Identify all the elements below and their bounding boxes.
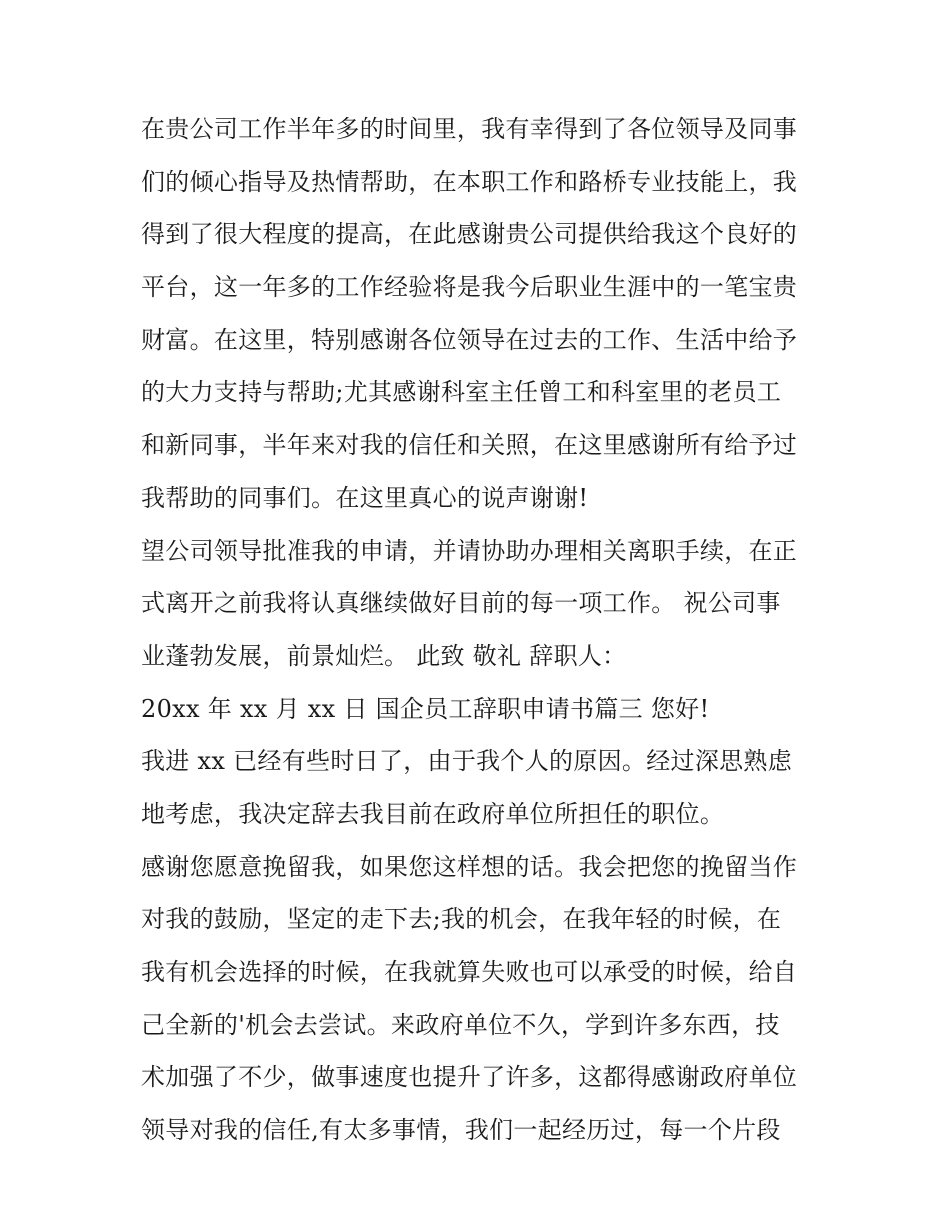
text-line: 得到了很大程度的提高，在此感谢贵公司提供给我这个良好的 bbox=[141, 220, 798, 249]
text-line: 领导对我的信任,有太多事情，我们一起经历过，每一个片段 bbox=[141, 1116, 781, 1145]
text-line: 感谢您愿意挽留我，如果您这样想的话。我会把您的挽留当作 bbox=[141, 852, 798, 881]
text-line: 们的倾心指导及热情帮助，在本职工作和路桥专业技能上，我 bbox=[141, 167, 798, 196]
text-line: 20xx 年 xx 月 xx 日 国企员工辞职申请书篇三 您好! bbox=[141, 694, 710, 723]
document-body bbox=[141, 103, 831, 1157]
text-line: 式离开之前我将认真继续做好目前的每一项工作。 祝公司事 bbox=[141, 589, 781, 618]
text-line: 望公司领导批准我的申请，并请协助办理相关离职手续，在正 bbox=[141, 536, 798, 565]
text-line: 术加强了不少，做事速度也提升了许多，这都得感谢政府单位 bbox=[141, 1063, 798, 1092]
text-line: 业蓬勃发展，前景灿烂。 此致 敬礼 辞职人： bbox=[141, 641, 627, 670]
text-line: 在贵公司工作半年多的时间里，我有幸得到了各位领导及同事 bbox=[141, 115, 798, 143]
text-line: 的大力支持与帮助;尤其感谢科室主任曾工和科室里的老员工 bbox=[141, 378, 782, 407]
text-line: 财富。在这里，特别感谢各位领导在过去的工作、生活中给予 bbox=[141, 325, 798, 354]
text-line: 平台，这一年多的工作经验将是我今后职业生涯中的一笔宝贵 bbox=[141, 273, 798, 302]
text-line: 我帮助的同事们。在这里真心的说声谢谢! bbox=[141, 483, 589, 512]
text-line: 我进 xx 已经有些时日了，由于我个人的原因。经过深思熟虑 bbox=[141, 747, 793, 776]
text-line: 地考虑，我决定辞去我目前在政府单位所担任的职位。 bbox=[141, 799, 725, 828]
text-line: 我有机会选择的时候，在我就算失败也可以承受的时候，给自 bbox=[141, 958, 798, 986]
text-line: 和新同事，半年来对我的信任和关照，在这里感谢所有给予过 bbox=[141, 431, 798, 460]
text-line: 己全新的'机会去尝试。来政府单位不久，学到许多东西，技 bbox=[141, 1010, 780, 1039]
text-line: 对我的鼓励，坚定的走下去;我的机会，在我年轻的时候，在 bbox=[141, 905, 782, 934]
